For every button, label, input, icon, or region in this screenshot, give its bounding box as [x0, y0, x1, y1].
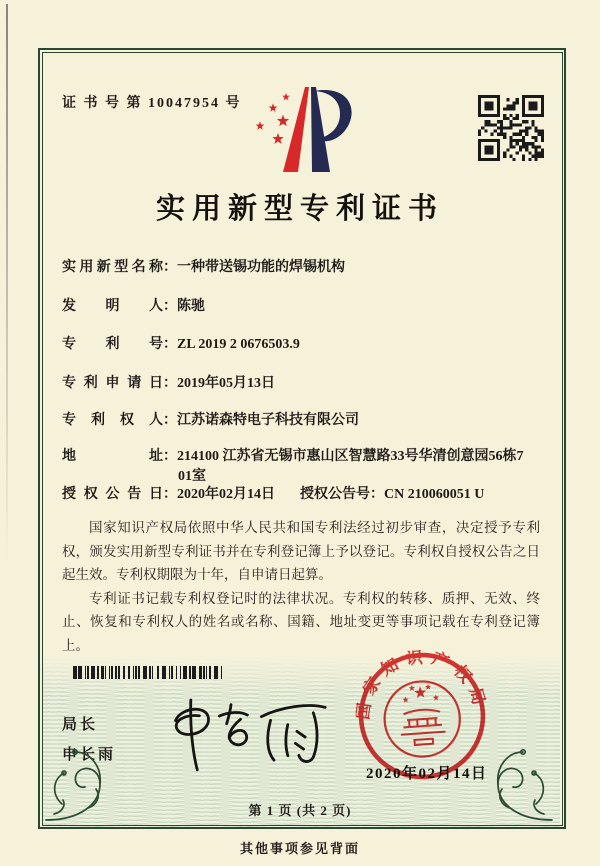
barcode-bar [209, 666, 211, 679]
barcode-icon [73, 666, 229, 679]
barcode-bar [206, 666, 208, 679]
field-colon: ： [163, 337, 177, 352]
seal-date: 2020年02月14日 [366, 766, 488, 782]
field-row-inventor [62, 297, 548, 317]
legal-paragraphs [62, 516, 540, 657]
field-label: 专利申请日 [62, 376, 163, 391]
barcode-bar [162, 666, 166, 679]
logo-stars [256, 93, 290, 144]
barcode-bar [118, 666, 120, 679]
field-label: 授权公告号 [300, 487, 370, 502]
field-row-patent-number [62, 335, 548, 355]
barcode-bar [105, 666, 107, 679]
field-row-utility-model-name [62, 258, 548, 278]
field-row-address [62, 447, 548, 487]
logo-red-wedge [283, 87, 309, 172]
field-value: ZL 2019 2 0676503.9 [177, 337, 300, 352]
barcode-bar [111, 666, 113, 679]
barcode-bar [123, 666, 126, 679]
field-label: 实用新型名称 [62, 260, 163, 275]
field-label: 授权公告日 [62, 487, 163, 502]
field-colon: ： [163, 260, 177, 275]
barcode-bar [109, 666, 111, 679]
field-label: 专 利 号 [62, 337, 163, 352]
field-value: 2020年02月14日 [177, 487, 275, 502]
field-row-grant [62, 485, 548, 505]
barcode-bar [189, 666, 191, 679]
handwritten-signature-icon [161, 689, 339, 777]
field-value: CN 210060051 U [384, 487, 485, 502]
field-colon: ： [163, 376, 177, 391]
barcode-bar [101, 666, 104, 679]
barcode-bar [138, 666, 141, 679]
barcode-bar [171, 666, 173, 679]
field-label: 专 利 权 人 [62, 413, 163, 428]
seal-national-emblem [382, 679, 462, 759]
field-value: 一种带送锡功能的焊锡机构 [177, 260, 345, 275]
field-colon: ： [163, 299, 177, 314]
certificate-number: 证 书 号 第 10047954 号 [62, 96, 242, 111]
signer-block [62, 710, 116, 770]
barcode-bar [199, 666, 202, 679]
barcode-bar [214, 666, 218, 679]
barcode-bar [115, 666, 118, 679]
cnipa-logo-icon [250, 82, 358, 177]
barcode-bar [180, 666, 182, 679]
barcode-bar [97, 666, 99, 679]
seal-org-text: 国家知识产权局 [353, 647, 491, 721]
signer-name: 申长雨 [62, 747, 117, 763]
field-colon: ： [163, 487, 177, 502]
certificate-title: 实用新型专利证书 [155, 193, 444, 225]
field-label: 发 明 人 [62, 299, 163, 314]
barcode-bar [73, 666, 77, 679]
barcode-bar [183, 666, 187, 679]
barcode-bar [87, 666, 89, 679]
legal-paragraph-1: 国家知识产权局依照中华人民共和国专利法经过初步审查，决定授予专利权，颁发实用新型专利证书并在专利登记簿上予以登记。专利权自授权公告之日起生效。专利权期限为十年，自申请日起算。 [62, 520, 540, 582]
barcode-bar [157, 666, 160, 679]
field-grant-number [300, 485, 484, 505]
barcode-bar [133, 666, 135, 679]
legal-paragraph-2: 专利证书记载专利权登记时的法律状况。专利权的转移、质押、无效、终止、恢复和专利权人的姓名或名称、国籍、地址变更等事项记载在专利登记簿上。 [62, 590, 540, 653]
back-side-note: 其他事项参见背面 [239, 841, 360, 856]
barcode-bar [135, 666, 137, 679]
signer-title: 局长 [62, 717, 99, 733]
barcode-bar [128, 666, 131, 679]
barcode-bar [143, 666, 147, 679]
field-colon: ： [163, 449, 177, 464]
scan-edge-shadow [6, 4, 8, 564]
barcode-bar [91, 666, 95, 679]
barcode-bar [152, 666, 154, 679]
barcode-bar [149, 666, 151, 679]
field-row-patentee [62, 411, 548, 431]
page-number: 第 1 页 (共 2 页) [248, 803, 352, 818]
barcode-bar [221, 666, 223, 679]
barcode-bar [169, 666, 171, 679]
field-label: 地 址 [62, 449, 163, 464]
field-value-line2: 01室 [178, 469, 206, 484]
logo-navy-stem [311, 87, 330, 172]
field-value: 陈驰 [177, 299, 205, 314]
barcode-bar [203, 666, 205, 679]
field-colon: ： [163, 413, 177, 428]
qr-code-icon [478, 95, 544, 161]
barcode-bar [85, 666, 87, 679]
barcode-bar [176, 666, 178, 679]
barcode-bar [78, 666, 82, 679]
field-value: 江苏诺森特电子科技有限公司 [177, 413, 359, 428]
field-row-filing-date [62, 374, 548, 394]
field-value: 214100 江苏省无锡市惠山区智慧路33号华清创意园56栋7 [177, 449, 524, 464]
field-value: 2019年05月13日 [177, 376, 275, 391]
barcode-bar [192, 666, 196, 679]
field-colon: ： [370, 487, 384, 502]
